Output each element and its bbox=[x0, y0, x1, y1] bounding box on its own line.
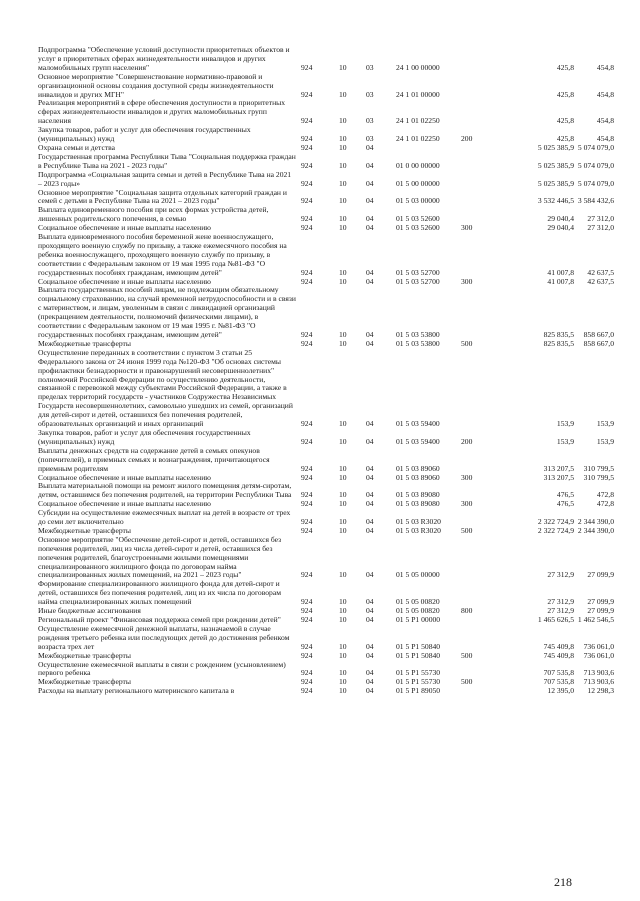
row-name: Выплата материальной помощи на ремонт жилого помещения детям-сиротам, детям, оставшимся без попечения родителей, на территории Республики Тыва bbox=[38, 481, 292, 500]
row-amount-year2: 153,9 bbox=[596, 436, 614, 446]
row-amount-year1: 1 465 626,5 bbox=[537, 615, 574, 624]
row-name: Основное мероприятие "Совершенствование нормативно-правовой и организационной основы создания доступной среды жизнедеятельности инвалидов и других МГН" bbox=[38, 71, 274, 99]
row-amount-year1: 5 025 385,9 bbox=[537, 142, 574, 152]
row-amount-year1: 5 025 385,9 bbox=[537, 178, 574, 188]
row-subsection-code: 03 bbox=[366, 62, 374, 72]
row-name: Межбюджетные трансферты bbox=[38, 650, 131, 660]
row-subsection-code: 03 bbox=[366, 134, 374, 144]
table-row bbox=[38, 233, 614, 278]
row-amount-year1: 41 007,8 bbox=[547, 267, 574, 277]
row-amount-year2: 42 637,5 bbox=[587, 267, 614, 277]
row-subsection-code: 04 bbox=[366, 499, 374, 509]
row-gr-code: 924 bbox=[301, 276, 313, 286]
row-section-code: 10 bbox=[339, 686, 347, 696]
row-section-code: 10 bbox=[339, 134, 347, 144]
row-target-article: 01 5 03 89060 bbox=[396, 472, 440, 482]
row-subsection-code: 04 bbox=[366, 641, 374, 651]
row-amount-year2: 5 074 079,0 bbox=[577, 142, 614, 152]
row-subsection-code: 04 bbox=[366, 472, 374, 482]
row-amount-year2: 5 074 079,0 bbox=[577, 178, 614, 188]
row-target-article: 01 5 P1 00000 bbox=[396, 615, 441, 624]
table-row bbox=[38, 46, 614, 73]
row-section-code: 10 bbox=[339, 330, 347, 339]
table-row bbox=[38, 661, 614, 679]
row-amount-year1: 313 207,5 bbox=[543, 472, 574, 482]
row-subsection-code: 04 bbox=[366, 178, 374, 188]
row-subsection-code: 04 bbox=[366, 668, 374, 678]
row-amount-year1: 29 040,4 bbox=[547, 223, 574, 233]
table-row bbox=[38, 286, 614, 339]
row-section-code: 10 bbox=[339, 641, 347, 651]
row-gr-code: 924 bbox=[301, 517, 313, 527]
row-subsection-code: 04 bbox=[366, 677, 374, 687]
row-expense-type: 500 bbox=[461, 338, 473, 348]
row-subsection-code: 04 bbox=[366, 419, 374, 429]
row-target-article: 01 5 03 R3020 bbox=[396, 525, 441, 535]
row-section-code: 10 bbox=[339, 276, 347, 286]
row-amount-year1: 745 409,8 bbox=[543, 650, 574, 660]
row-section-code: 10 bbox=[339, 419, 347, 429]
row-target-article: 01 5 03 53800 bbox=[396, 330, 440, 339]
row-amount-year1: 745 409,8 bbox=[543, 641, 574, 651]
row-section-code: 10 bbox=[339, 615, 347, 624]
row-target-article: 01 5 03 52600 bbox=[396, 214, 440, 224]
row-section-code: 10 bbox=[339, 517, 347, 527]
row-subsection-code: 04 bbox=[366, 570, 374, 580]
row-name: Выплата единовременного пособия при всех формах устройства детей, лишенных родительского попечения, в семью bbox=[38, 205, 269, 224]
row-amount-year1: 825 835,5 bbox=[543, 338, 574, 348]
row-gr-code: 924 bbox=[301, 178, 313, 188]
row-subsection-code: 04 bbox=[366, 196, 374, 206]
row-name: Межбюджетные трансферты bbox=[38, 525, 131, 535]
row-gr-code: 924 bbox=[301, 650, 313, 660]
table-row bbox=[38, 580, 614, 607]
row-amount-year2: 2 344 390,0 bbox=[577, 525, 614, 535]
table-row bbox=[38, 73, 614, 100]
row-target-article: 01 5 P1 55730 bbox=[396, 668, 441, 678]
row-section-code: 10 bbox=[339, 463, 347, 473]
row-amount-year1: 425,8 bbox=[556, 116, 574, 126]
row-subsection-code: 04 bbox=[366, 223, 374, 233]
row-amount-year1: 476,5 bbox=[556, 499, 574, 509]
row-amount-year1: 825 835,5 bbox=[543, 330, 574, 339]
row-subsection-code: 04 bbox=[366, 214, 374, 224]
row-section-code: 10 bbox=[339, 472, 347, 482]
row-target-article: 01 5 P1 89050 bbox=[396, 686, 441, 696]
row-name: Социальное обеспечение и иные выплаты населению bbox=[38, 276, 211, 286]
row-section-code: 10 bbox=[339, 116, 347, 126]
row-amount-year1: 313 207,5 bbox=[543, 463, 574, 473]
row-amount-year2: 454,8 bbox=[596, 62, 614, 72]
row-subsection-code: 04 bbox=[366, 650, 374, 660]
row-expense-type: 300 bbox=[461, 472, 473, 482]
row-gr-code: 924 bbox=[301, 134, 313, 144]
row-section-code: 10 bbox=[339, 525, 347, 535]
row-subsection-code: 04 bbox=[366, 330, 374, 339]
row-gr-code: 924 bbox=[301, 615, 313, 624]
row-amount-year1: 12 395,0 bbox=[547, 686, 574, 696]
row-target-article: 01 5 05 00820 bbox=[396, 597, 440, 607]
row-gr-code: 924 bbox=[301, 160, 313, 170]
row-amount-year1: 27 312,9 bbox=[547, 597, 574, 607]
row-amount-year1: 3 532 446,5 bbox=[537, 196, 574, 206]
row-amount-year2: 27 099,9 bbox=[587, 606, 614, 616]
row-section-code: 10 bbox=[339, 668, 347, 678]
row-subsection-code: 04 bbox=[366, 686, 374, 696]
table-row bbox=[38, 447, 614, 474]
row-amount-year2: 454,8 bbox=[596, 89, 614, 99]
row-name: Осуществление ежемесячной денежной выплаты, назначаемой в случае рождения третьего ребенка или последующих детей до достижения ребенком возраста трех лет bbox=[38, 623, 290, 651]
row-target-article: 01 5 P1 50840 bbox=[396, 650, 441, 660]
page-number: 218 bbox=[554, 875, 572, 889]
row-amount-year2: 5 074 079,0 bbox=[577, 160, 614, 170]
row-amount-year2: 27 312,0 bbox=[587, 223, 614, 233]
row-section-code: 10 bbox=[339, 267, 347, 277]
row-name: Закупка товаров, работ и услуг для обеспечения государственных (муниципальных) нужд bbox=[38, 427, 251, 446]
row-target-article: 01 5 03 00000 bbox=[396, 196, 440, 206]
row-amount-year2: 454,8 bbox=[596, 134, 614, 144]
row-target-article: 01 5 03 59400 bbox=[396, 419, 440, 429]
row-amount-year2: 858 667,0 bbox=[583, 330, 614, 339]
row-name: Социальное обеспечение и иные выплаты населению bbox=[38, 472, 211, 482]
row-target-article: 01 5 03 59400 bbox=[396, 436, 440, 446]
row-section-code: 10 bbox=[339, 570, 347, 580]
row-expense-type: 300 bbox=[461, 499, 473, 509]
table-row bbox=[38, 189, 614, 207]
row-target-article: 24 1 00 00000 bbox=[396, 62, 440, 72]
row-gr-code: 924 bbox=[301, 641, 313, 651]
row-gr-code: 924 bbox=[301, 267, 313, 277]
row-target-article: 01 5 00 00000 bbox=[396, 178, 440, 188]
table-row bbox=[38, 687, 614, 696]
row-amount-year2: 454,8 bbox=[596, 116, 614, 126]
row-amount-year2: 2 344 390,0 bbox=[577, 517, 614, 527]
row-section-code: 10 bbox=[339, 62, 347, 72]
row-section-code: 10 bbox=[339, 677, 347, 687]
row-subsection-code: 04 bbox=[366, 615, 374, 624]
table-row bbox=[38, 349, 614, 429]
row-expense-type: 500 bbox=[461, 677, 473, 687]
table-row bbox=[38, 625, 614, 652]
row-name: Подпрограмма «Социальная защита семьи и детей в Республике Тыва на 2021 – 2023 годы» bbox=[38, 169, 292, 188]
row-expense-type: 200 bbox=[461, 134, 473, 144]
row-amount-year2: 1 462 546,5 bbox=[577, 615, 614, 624]
row-section-code: 10 bbox=[339, 490, 347, 500]
row-section-code: 10 bbox=[339, 223, 347, 233]
row-target-article: 24 1 01 02250 bbox=[396, 134, 440, 144]
row-gr-code: 924 bbox=[301, 196, 313, 206]
row-amount-year1: 476,5 bbox=[556, 490, 574, 500]
row-name: Осуществление переданных в соответствии с пунктом 3 статьи 25 Федерального закона от 24 июня 1999 года №120-ФЗ "Об основах системы профилактики безнадзорности и правонарушений несовершеннолетних" полномочий Российской Федерации по осуществлению деятельности, связанной с перевозкой между субъектами Российской Федерации, а также в пределах территорий государств - участников Содружества Независимых Государств несовершеннолетних, самовольно ушедших из семей, организаций для детей-сирот и детей, оставшихся без попечения родителей, образовательных организаций и иных организаций bbox=[38, 347, 293, 429]
row-subsection-code: 04 bbox=[366, 338, 374, 348]
row-amount-year2: 27 312,0 bbox=[587, 214, 614, 224]
row-gr-code: 924 bbox=[301, 463, 313, 473]
row-name: Расходы на выплату регионального материнского капитала в bbox=[38, 686, 235, 696]
row-subsection-code: 03 bbox=[366, 89, 374, 99]
row-name: Охрана семьи и детства bbox=[38, 142, 115, 152]
table-row bbox=[38, 536, 614, 581]
row-gr-code: 924 bbox=[301, 606, 313, 616]
row-section-code: 10 bbox=[339, 214, 347, 224]
row-gr-code: 924 bbox=[301, 419, 313, 429]
row-name: Социальное обеспечение и иные выплаты населению bbox=[38, 499, 211, 509]
row-target-article: 01 5 P1 55730 bbox=[396, 677, 441, 687]
row-amount-year1: 5 025 385,9 bbox=[537, 160, 574, 170]
row-amount-year2: 27 099,9 bbox=[587, 597, 614, 607]
row-name: Формирование специализированного жилищного фонда для детей-сирот и детей, оставшихся без попечения родителей, лиц из их числа по договорам найма специализированных жилых помещений bbox=[38, 579, 282, 607]
table-row bbox=[38, 126, 614, 144]
row-name: Субсидии на осуществление ежемесячных выплат на детей в возрасте от трех до семи лет включительно bbox=[38, 508, 291, 527]
row-name: Выплаты денежных средств на содержание детей в семьях опекунов (попечителей), в приемных семьях и вознаграждения, причитающегося приемным родителям bbox=[38, 445, 270, 473]
row-amount-year1: 2 322 724,9 bbox=[537, 517, 574, 527]
row-gr-code: 924 bbox=[301, 116, 313, 126]
row-amount-year1: 153,9 bbox=[556, 436, 574, 446]
row-target-article: 01 5 03 53800 bbox=[396, 338, 440, 348]
row-amount-year2: 310 799,5 bbox=[583, 472, 614, 482]
row-subsection-code: 04 bbox=[366, 606, 374, 616]
row-amount-year1: 29 040,4 bbox=[547, 214, 574, 224]
row-section-code: 10 bbox=[339, 142, 347, 152]
row-target-article: 24 1 01 02250 bbox=[396, 116, 440, 126]
row-name: Осуществление ежемесячной выплаты в связи с рождением (усыновлением) первого ребенка bbox=[38, 659, 286, 678]
row-name: Иные бюджетные ассигнования bbox=[38, 606, 141, 616]
row-expense-type: 500 bbox=[461, 525, 473, 535]
row-expense-type: 300 bbox=[461, 223, 473, 233]
row-amount-year2: 736 061,0 bbox=[583, 650, 614, 660]
budget-table bbox=[38, 46, 614, 696]
row-subsection-code: 04 bbox=[366, 463, 374, 473]
row-gr-code: 924 bbox=[301, 597, 313, 607]
row-subsection-code: 04 bbox=[366, 160, 374, 170]
row-expense-type: 300 bbox=[461, 276, 473, 286]
row-amount-year1: 707 535,8 bbox=[543, 677, 574, 687]
row-name: Социальное обеспечение и иные выплаты населению bbox=[38, 223, 211, 233]
row-name: Основное мероприятие "Социальная защита отдельных категорий граждан и семей с детьми в Республике Тыва на 2021 – 2023 годы" bbox=[38, 187, 287, 206]
row-gr-code: 924 bbox=[301, 436, 313, 446]
row-amount-year2: 472,8 bbox=[596, 490, 614, 500]
row-gr-code: 924 bbox=[301, 223, 313, 233]
row-target-article: 01 5 03 89080 bbox=[396, 490, 440, 500]
row-amount-year2: 12 298,3 bbox=[587, 686, 614, 696]
row-amount-year2: 42 637,5 bbox=[587, 276, 614, 286]
row-section-code: 10 bbox=[339, 89, 347, 99]
row-section-code: 10 bbox=[339, 160, 347, 170]
row-gr-code: 924 bbox=[301, 338, 313, 348]
row-subsection-code: 04 bbox=[366, 517, 374, 527]
row-subsection-code: 04 bbox=[366, 525, 374, 535]
row-amount-year1: 707 535,8 bbox=[543, 668, 574, 678]
row-gr-code: 924 bbox=[301, 490, 313, 500]
row-subsection-code: 04 bbox=[366, 276, 374, 286]
row-target-article: 01 0 00 00000 bbox=[396, 160, 440, 170]
row-name: Реализация мероприятий в сфере обеспечения доступности в приоритетных сферах жизнедеятельности инвалидов и других маломобильных групп населения bbox=[38, 98, 286, 126]
row-amount-year2: 27 099,9 bbox=[587, 570, 614, 580]
row-gr-code: 924 bbox=[301, 499, 313, 509]
row-gr-code: 924 bbox=[301, 570, 313, 580]
row-name: Закупка товаров, работ и услуг для обеспечения государственных (муниципальных) нужд bbox=[38, 125, 251, 144]
table-row bbox=[38, 429, 614, 447]
row-gr-code: 924 bbox=[301, 668, 313, 678]
row-subsection-code: 04 bbox=[366, 436, 374, 446]
row-gr-code: 924 bbox=[301, 89, 313, 99]
row-amount-year1: 2 322 724,9 bbox=[537, 525, 574, 535]
table-row bbox=[38, 99, 614, 126]
row-target-article: 01 5 03 52600 bbox=[396, 223, 440, 233]
row-amount-year1: 41 007,8 bbox=[547, 276, 574, 286]
row-amount-year2: 736 061,0 bbox=[583, 641, 614, 651]
row-amount-year2: 858 667,0 bbox=[583, 338, 614, 348]
row-section-code: 10 bbox=[339, 338, 347, 348]
row-target-article: 01 5 03 89080 bbox=[396, 499, 440, 509]
row-gr-code: 924 bbox=[301, 472, 313, 482]
row-target-article: 01 5 05 00000 bbox=[396, 570, 440, 580]
table-row bbox=[38, 206, 614, 224]
row-target-article: 01 5 03 R3020 bbox=[396, 517, 441, 527]
row-gr-code: 924 bbox=[301, 214, 313, 224]
row-gr-code: 924 bbox=[301, 142, 313, 152]
row-name: Подпрограмма "Обеспечение условий доступности приоритетных объектов и услуг в приоритетных сферах жизнедеятельности инвалидов и других маломобильных групп населения" bbox=[38, 45, 290, 72]
row-gr-code: 924 bbox=[301, 677, 313, 687]
row-section-code: 10 bbox=[339, 650, 347, 660]
row-amount-year1: 27 312,9 bbox=[547, 570, 574, 580]
row-name: Выплата единовременного пособия беременной жене военнослужащего, проходящего военную службу по призыву, а также ежемесячного пособия на ребенка военнослужащего, проходящего военную службу по призыву, в соответствии с Федеральным законом от 19 мая 1995 года №81-ФЗ "О государственных пособиях гражданам, имеющим детей" bbox=[38, 232, 287, 277]
row-amount-year1: 425,8 bbox=[556, 89, 574, 99]
row-subsection-code: 03 bbox=[366, 116, 374, 126]
row-subsection-code: 04 bbox=[366, 597, 374, 607]
row-amount-year1: 27 312,9 bbox=[547, 606, 574, 616]
row-section-code: 10 bbox=[339, 499, 347, 509]
table-row bbox=[38, 482, 614, 500]
row-gr-code: 924 bbox=[301, 686, 313, 696]
row-name: Региональный проект "Финансовая поддержка семей при рождении детей" bbox=[38, 615, 281, 624]
row-subsection-code: 04 bbox=[366, 267, 374, 277]
row-section-code: 10 bbox=[339, 606, 347, 616]
row-name: Межбюджетные трансферты bbox=[38, 338, 131, 348]
row-amount-year1: 153,9 bbox=[556, 419, 574, 429]
row-amount-year2: 310 799,5 bbox=[583, 463, 614, 473]
table-row bbox=[38, 509, 614, 527]
row-amount-year2: 713 903,6 bbox=[583, 677, 614, 687]
row-name: Межбюджетные трансферты bbox=[38, 677, 131, 687]
row-target-article: 01 5 P1 50840 bbox=[396, 641, 441, 651]
table-row bbox=[38, 171, 614, 189]
row-gr-code: 924 bbox=[301, 525, 313, 535]
row-amount-year2: 472,8 bbox=[596, 499, 614, 509]
row-target-article: 01 5 05 00820 bbox=[396, 606, 440, 616]
row-target-article: 01 5 03 52700 bbox=[396, 276, 440, 286]
row-target-article: 01 5 03 52700 bbox=[396, 267, 440, 277]
row-amount-year2: 153,9 bbox=[596, 419, 614, 429]
row-expense-type: 800 bbox=[461, 606, 473, 616]
row-subsection-code: 04 bbox=[366, 490, 374, 500]
row-section-code: 10 bbox=[339, 597, 347, 607]
row-name: Основное мероприятие "Обеспечение детей-сирот и детей, оставшихся без попечения родителей, лиц из числа детей-сирот и детей, оставшихся без попечения родителей, благоустроенными жилыми помещениями специализированного жилищного фонда по договорам найма специализированных жилых помещений, на 2021 – 2023 годы" bbox=[38, 534, 282, 580]
row-amount-year2: 3 584 432,6 bbox=[577, 196, 614, 206]
row-expense-type: 500 bbox=[461, 650, 473, 660]
row-expense-type: 200 bbox=[461, 436, 473, 446]
row-gr-code: 924 bbox=[301, 330, 313, 339]
row-section-code: 10 bbox=[339, 196, 347, 206]
row-amount-year2: 713 903,6 bbox=[583, 668, 614, 678]
row-gr-code: 924 bbox=[301, 62, 313, 72]
row-target-article: 01 5 03 89060 bbox=[396, 463, 440, 473]
row-target-article: 24 1 01 00000 bbox=[396, 89, 440, 99]
table-row bbox=[38, 153, 614, 171]
row-name: Выплата государственных пособий лицам, не подлежащим обязательному социальному страхованию, на случай временной нетрудоспособности и в связи с материнством, и лицам, уволенным в связи с ликвидацией организаций (прекращением деятельности, полномочий физическими лицами), в соответствии с Федеральным законом от 19 мая 1995 г. №81-ФЗ "О государственных пособиях гражданам, имеющим детей" bbox=[38, 285, 296, 339]
row-subsection-code: 04 bbox=[366, 142, 374, 152]
row-section-code: 10 bbox=[339, 178, 347, 188]
row-amount-year1: 425,8 bbox=[556, 62, 574, 72]
row-section-code: 10 bbox=[339, 436, 347, 446]
row-name: Государственная программа Республики Тыва "Социальная поддержка граждан в Республике Тыва на 2021 - 2023 годы" bbox=[38, 151, 296, 170]
row-amount-year1: 425,8 bbox=[556, 134, 574, 144]
